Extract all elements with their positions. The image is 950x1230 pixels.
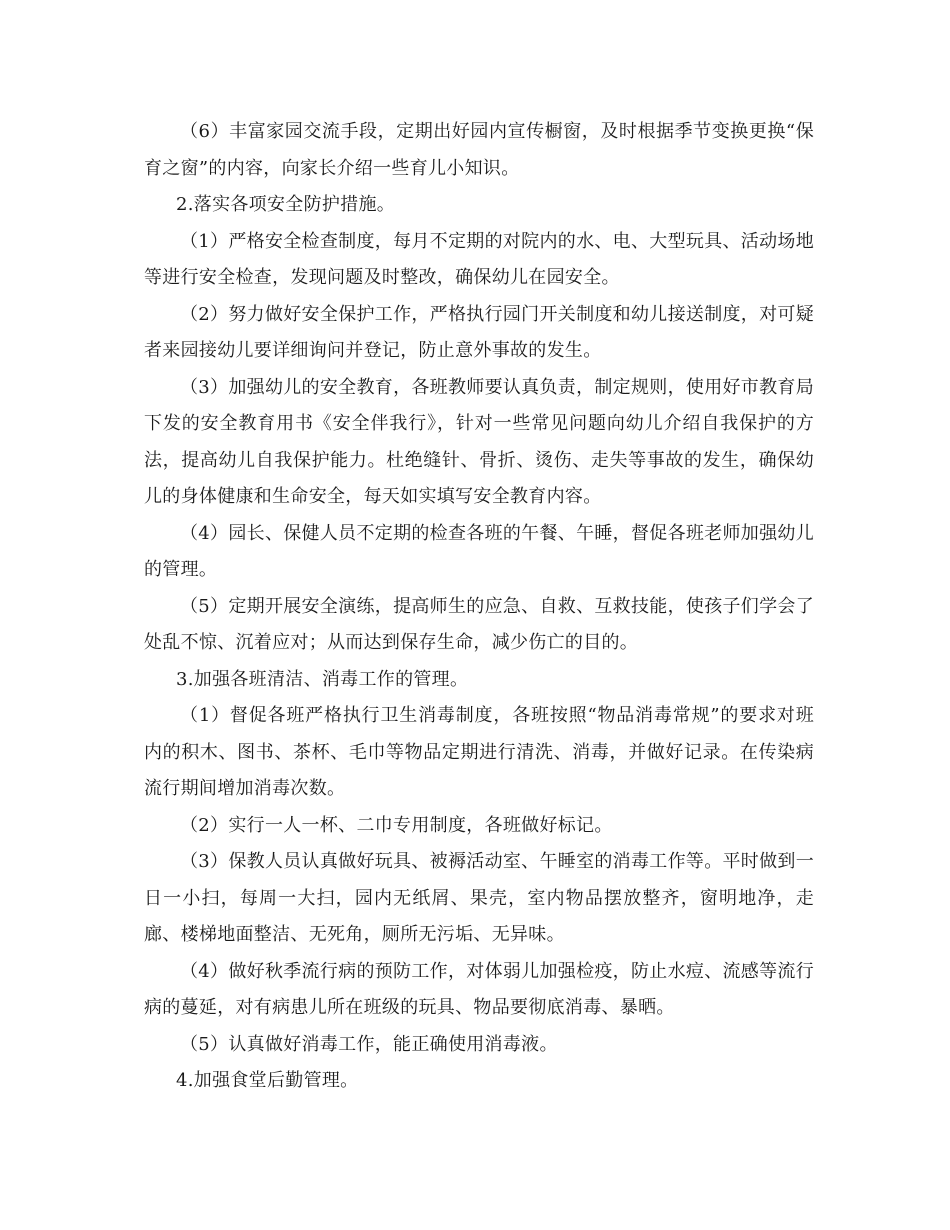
paragraph-home-school-communication: （6）丰富家园交流手段，定期出好园内宣传橱窗，及时根据季节变换更换“保育之窗”的内容，向家长介绍一些育儿小知识。 — [144, 121, 814, 179]
paragraph-cleaning-routine: （3）保教人员认真做好玩具、被褥活动室、午睡室的消毒工作等。平时做到一日一小扫，每周一大扫，园内无纸屑、果壳，室内物品摆放整齐，窗明地净，走廊、楼梯地面整洁、无死角，厕所无污垢、无异味。 — [144, 851, 814, 945]
section-heading-safety-measures: 2.落实各项安全防护措施。 — [176, 194, 396, 215]
document-body — [144, 114, 814, 1100]
paragraph-personal-cup-towel: （2）实行一人一杯、二巾专用制度，各班做好标记。 — [180, 814, 613, 836]
paragraph-autumn-disease-prevention: （4）做好秋季流行病的预防工作，对体弱儿加强检疫，防止水痘、流感等流行病的蔓延，对有病患儿所在班级的玩具、物品要彻底消毒、暴晒。 — [144, 960, 814, 1018]
paragraph-meal-nap-inspection: （4）园长、保健人员不定期的检查各班的午餐、午睡，督促各班老师加强幼儿的管理。 — [144, 522, 814, 580]
section-heading-cleaning-disinfection: 3.加强各班清洁、消毒工作的管理。 — [176, 668, 469, 690]
paragraph-disinfectant-use: （5）认真做好消毒工作，能正确使用消毒液。 — [180, 1033, 558, 1055]
paragraph-safety-drills: （5）定期开展安全演练，提高师生的应急、自救、互救技能，使孩子们学会了处乱不惊、沉着应对；从而达到保存生命，减少伤亡的目的。 — [144, 595, 814, 653]
paragraph-disinfection-system: （1）督促各班严格执行卫生消毒制度，各班按照“物品消毒常规”的要求对班内的积木、图书、茶杯、毛巾等物品定期进行清洗、消毒，并做好记录。在传染病流行期间增加消毒次数。 — [144, 705, 814, 799]
paragraph-safety-inspection: （1）严格安全检查制度，每月不定期的对院内的水、电、大型玩具、活动场地等进行安全检查，发现问题及时整改，确保幼儿在园安全。 — [144, 230, 814, 288]
paragraph-safety-education: （3）加强幼儿的安全教育，各班教师要认真负责，制定规则，使用好市教育局下发的安全教育用书《安全伴我行》，针对一些常见问题向幼儿介绍自我保护的方法，提高幼儿自我保护能力。杜绝缝针、骨折、烫伤、走失等事故的发生，确保幼儿的身体健康和生命安全，每天如实填写安全教育内容。 — [144, 376, 814, 507]
section-heading-canteen-management: 4.加强食堂后勤管理。 — [176, 1070, 359, 1091]
paragraph-safety-protection: （2）努力做好安全保护工作，严格执行园门开关制度和幼儿接送制度，对可疑者来园接幼儿要详细询问并登记，防止意外事故的发生。 — [144, 303, 814, 361]
